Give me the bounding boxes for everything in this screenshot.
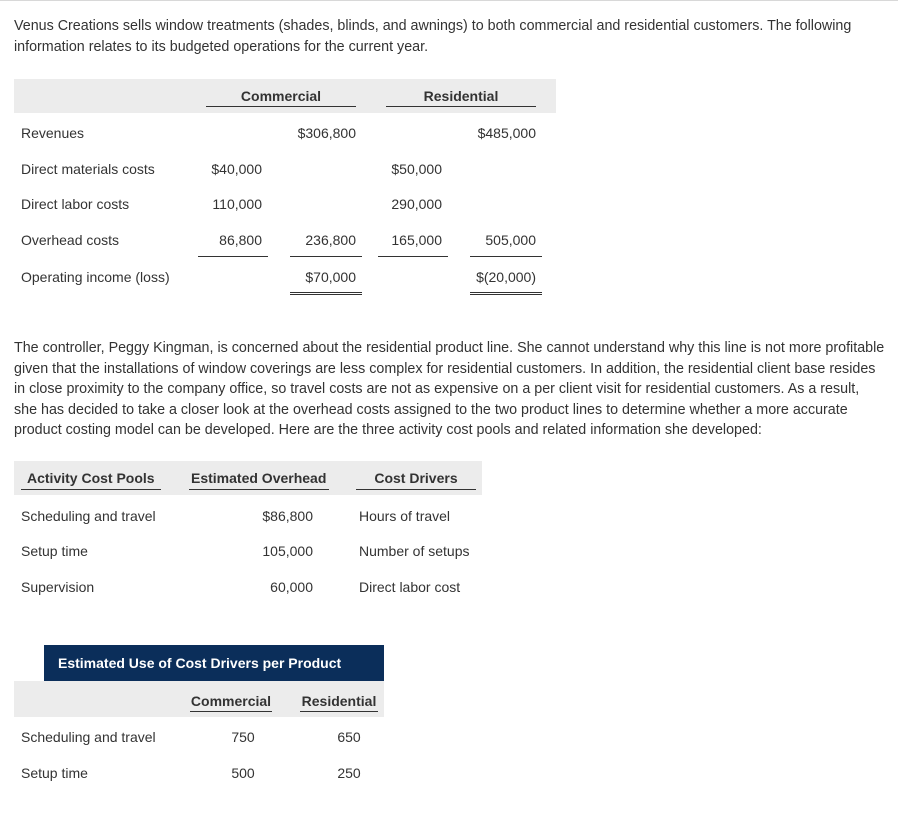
cell-commercial-1: $40,000 bbox=[211, 161, 262, 177]
usage-header-commercial: Commercial bbox=[190, 693, 272, 709]
cell-commercial-2: 236,800 bbox=[305, 232, 356, 248]
pool-label: Scheduling and travel bbox=[21, 508, 156, 524]
header-overhead-underline bbox=[189, 489, 329, 490]
controller-paragraph: The controller, Peggy Kingman, is concerned about the residential product line. She cannot understand why this line is not more profitable given that the installations of window coverings are less complex for residential customers. In addition, the residential client base resides in close proximity to the company office, so travel costs are not as expensive on a per client visit for residential customers. As a result, she has decided to take a closer look at the overhead costs assigned to the two product lines to determine whether a more accurate product costing model can be developed. Here are the three activity cost pools and related information she developed: bbox=[14, 340, 885, 438]
usage-row-label: Scheduling and travel bbox=[21, 729, 156, 745]
subtotal-line bbox=[378, 256, 448, 257]
usage-residential-underline bbox=[300, 711, 378, 712]
cell-commercial-1: 86,800 bbox=[219, 232, 262, 248]
row-label-operating-income: Operating income (loss) bbox=[21, 269, 170, 285]
header-drivers-underline bbox=[356, 489, 476, 490]
usage-header-residential: Residential bbox=[301, 693, 377, 709]
pool-label: Supervision bbox=[21, 579, 95, 595]
row-label-revenues: Revenues bbox=[21, 125, 85, 141]
pool-label: Setup time bbox=[21, 543, 88, 559]
header-commercial-underline bbox=[206, 106, 356, 107]
header-activity-cost-pools: Activity Cost Pools bbox=[27, 470, 155, 486]
usage-residential-value: 650 bbox=[337, 729, 361, 745]
row-label-overhead: Overhead costs bbox=[21, 232, 120, 248]
cell-commercial-1: 110,000 bbox=[212, 196, 262, 212]
subtotal-line bbox=[198, 256, 268, 257]
subtotal-line bbox=[470, 256, 542, 257]
row-label-direct-labor: Direct labor costs bbox=[21, 196, 130, 212]
header-commercial: Commercial bbox=[240, 88, 322, 104]
header-pools-underline bbox=[21, 489, 161, 490]
pool-overhead: $86,800 bbox=[262, 508, 313, 524]
pool-driver: Hours of travel bbox=[359, 508, 451, 524]
header-residential-underline bbox=[386, 106, 536, 107]
subtotal-line bbox=[290, 256, 362, 257]
total-double-line bbox=[290, 292, 362, 295]
cell-residential-2: $(20,000) bbox=[476, 269, 536, 285]
pool-overhead: 60,000 bbox=[270, 579, 313, 595]
cell-commercial-2: $70,000 bbox=[305, 269, 356, 285]
usage-commercial-value: 750 bbox=[231, 729, 255, 745]
pool-driver: Direct labor cost bbox=[359, 579, 461, 595]
usage-commercial-value: 500 bbox=[231, 765, 255, 781]
usage-title: Estimated Use of Cost Drivers per Product bbox=[58, 655, 342, 671]
usage-commercial-underline bbox=[190, 711, 272, 712]
usage-row-label: Setup time bbox=[21, 765, 88, 781]
header-residential: Residential bbox=[423, 88, 499, 104]
cell-residential-1: 290,000 bbox=[391, 196, 442, 212]
usage-residential-value: 250 bbox=[337, 765, 361, 781]
header-cost-drivers: Cost Drivers bbox=[374, 470, 458, 486]
intro-paragraph: Venus Creations sells window treatments (shades, blinds, and awnings) to both commercial and residential customers. The following information relates to its budgeted operations for the current year. bbox=[14, 18, 852, 55]
pool-overhead: 105,000 bbox=[262, 543, 313, 559]
cell-residential-2: $485,000 bbox=[477, 125, 536, 141]
total-double-line bbox=[470, 292, 542, 295]
pool-driver: Number of setups bbox=[359, 543, 470, 559]
cell-residential-1: 165,000 bbox=[391, 232, 442, 248]
top-divider bbox=[0, 0, 898, 1]
usage-title-banner bbox=[44, 645, 384, 681]
cell-residential-2: 505,000 bbox=[485, 232, 536, 248]
row-label-direct-materials: Direct materials costs bbox=[21, 161, 155, 177]
cell-residential-1: $50,000 bbox=[391, 161, 442, 177]
header-estimated-overhead: Estimated Overhead bbox=[191, 470, 327, 486]
cell-commercial-2: $306,800 bbox=[297, 125, 356, 141]
